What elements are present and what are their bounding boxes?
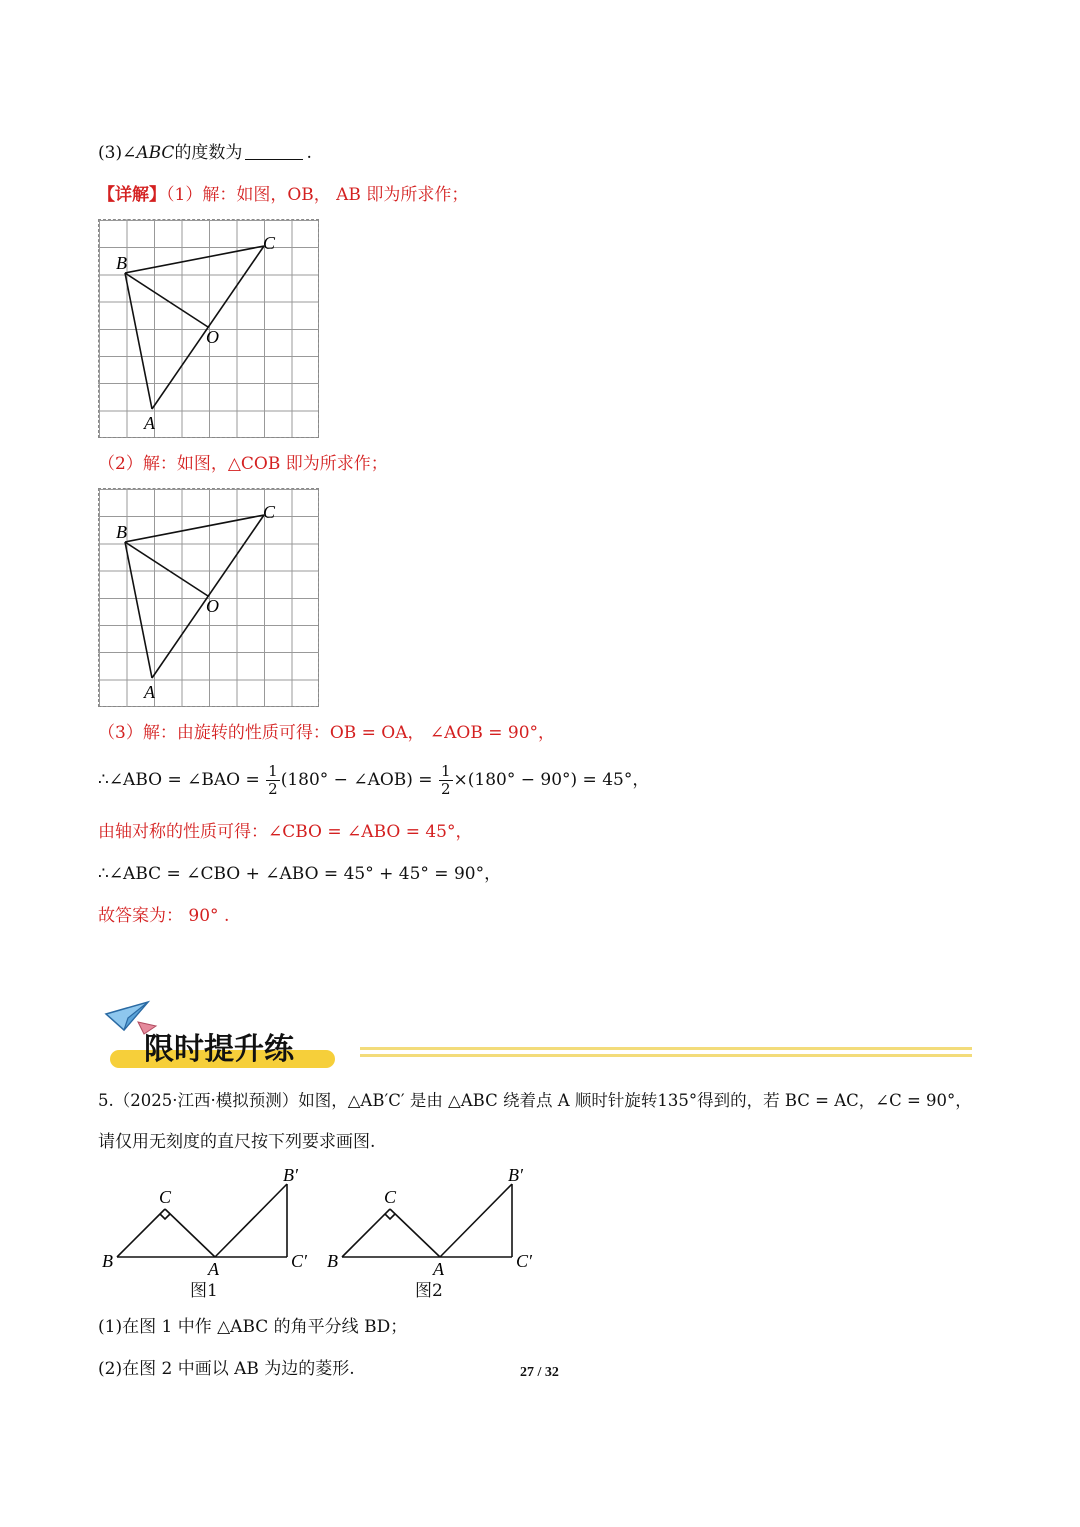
label-c-2: C bbox=[263, 502, 276, 522]
segment-bc bbox=[125, 246, 264, 273]
banner-rule-top bbox=[360, 1047, 972, 1050]
task-1: (1)在图 1 中作 △ABC 的角平分线 BD； bbox=[98, 1317, 408, 1337]
geometry-figure-2 bbox=[98, 488, 320, 708]
fig2-label-bp: B′ bbox=[508, 1165, 523, 1185]
fig1-label-a: A bbox=[208, 1259, 219, 1279]
page-number: 27 / 32 bbox=[520, 1365, 559, 1380]
label-o: O bbox=[206, 327, 219, 347]
detail-part1 bbox=[98, 183, 468, 207]
problem-5-line-2: 请仅用无刻度的直尺按下列要求画图. bbox=[98, 1132, 376, 1152]
fig2-label-c: C bbox=[384, 1187, 397, 1207]
detail-part3: （3）解：由旋转的性质可得：OB = OA， ∠AOB = 90°， bbox=[98, 723, 556, 743]
banner-rule-bottom bbox=[360, 1054, 972, 1057]
label-b: B bbox=[116, 253, 127, 273]
problem-5-line-1: 5.（2025·江西·模拟预测）如图，△AB′C′ 是由 △ABC 绕着点 A 顺时针旋转135°得到的，若 BC = AC，∠C = 90°， bbox=[98, 1091, 972, 1110]
axis-symmetry-line: 由轴对称的性质可得：∠CBO = ∠ABO = 45°， bbox=[98, 822, 473, 842]
fig2-label-cp: C′ bbox=[516, 1251, 532, 1271]
fig2-label-b: B bbox=[327, 1251, 338, 1271]
task-2: (2)在图 2 中画以 AB 为边的菱形. bbox=[98, 1359, 355, 1379]
figure-1-shapes bbox=[117, 1184, 287, 1257]
answer-blank bbox=[245, 143, 303, 160]
figure-2-shapes bbox=[342, 1184, 512, 1257]
segment-ba bbox=[125, 273, 152, 409]
label-c: C bbox=[263, 233, 276, 253]
fig1-label-bp: B′ bbox=[283, 1165, 298, 1185]
figure-1-caption: 图1 bbox=[190, 1281, 218, 1301]
question-3-line: (3)∠ABC的度数为 . bbox=[98, 143, 312, 163]
label-b-2: B bbox=[116, 522, 127, 542]
fraction-half-1: $\frac{1}{2}$ bbox=[268, 762, 278, 798]
fig1-label-cp: C′ bbox=[291, 1251, 307, 1271]
geometry-figure-1 bbox=[98, 219, 320, 439]
figure-2-caption: 图2 bbox=[415, 1281, 443, 1301]
rotation-figures bbox=[95, 1160, 555, 1306]
detail-part2: （2）解：如图，△COB 即为所求作； bbox=[98, 454, 388, 474]
detail-part1-text: （1）解：如图，OB， AB 即为所求作； bbox=[166, 185, 469, 205]
label-a-2: A bbox=[144, 682, 155, 702]
section-title: 限时提升练 bbox=[144, 1032, 294, 1067]
fraction-half-2: $\frac{1}{2}$ bbox=[440, 762, 451, 798]
detail-tag: 【详解】 bbox=[98, 185, 166, 205]
label-a: A bbox=[144, 413, 155, 433]
fig2-label-a: A bbox=[433, 1259, 444, 1279]
answer-line: 故答案为： 90° . bbox=[98, 906, 230, 926]
label-o-2: O bbox=[206, 596, 219, 616]
fig1-label-b: B bbox=[102, 1251, 113, 1271]
fig1-label-c: C bbox=[159, 1187, 172, 1207]
segment-bo bbox=[125, 273, 208, 327]
equation-1: ∴∠ABO = ∠BAO = $\frac{1}{2}$ (180° − ∠AOB) = $\frac{1}{2}$ ×(180° − 90°) = 45°， bbox=[98, 762, 650, 798]
equation-2: ∴∠ABC = ∠CBO + ∠ABO = 45° + 45° = 90°， bbox=[98, 864, 502, 884]
